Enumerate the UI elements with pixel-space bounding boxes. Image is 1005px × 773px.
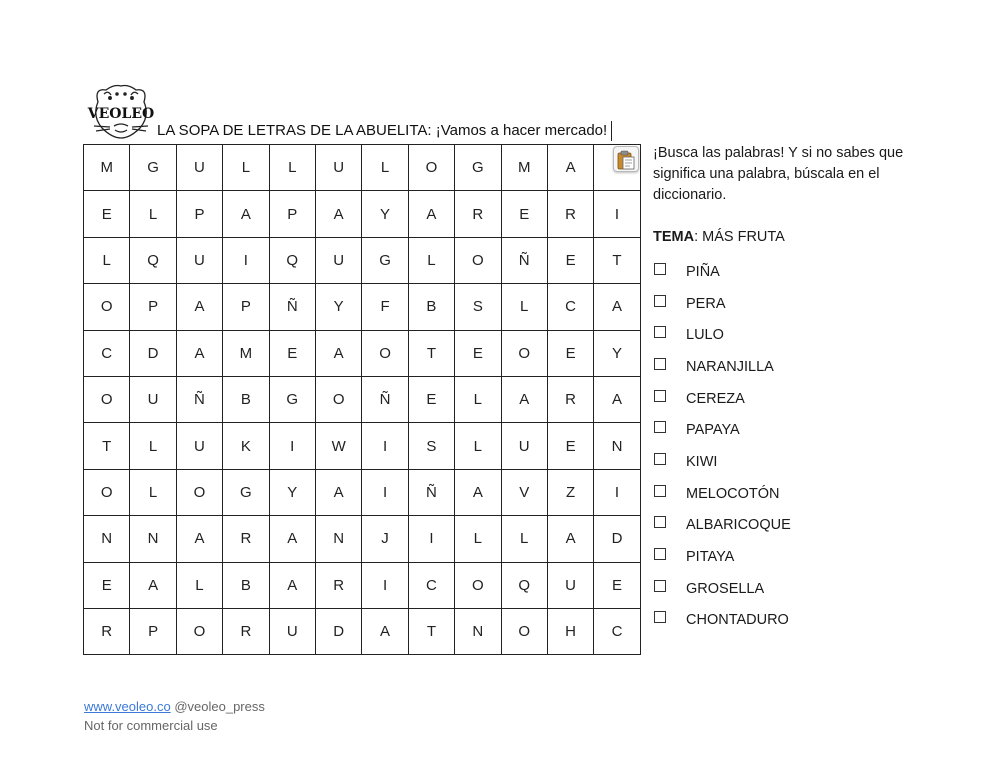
grid-cell: O: [408, 145, 454, 191]
grid-cell: D: [315, 608, 361, 654]
grid-cell: P: [269, 191, 315, 237]
grid-cell: A: [547, 516, 593, 562]
grid-cell: H: [547, 608, 593, 654]
grid-cell: U: [547, 562, 593, 608]
word-list: [654, 256, 791, 636]
grid-cell: Y: [594, 330, 640, 376]
page-title: LA SOPA DE LETRAS DE LA ABUELITA: ¡Vamos a hacer mercado!: [157, 121, 612, 141]
grid-cell: P: [130, 284, 176, 330]
list-item: [654, 351, 791, 383]
grid-cell: B: [223, 376, 269, 422]
grid-cell: D: [130, 330, 176, 376]
grid-cell: O: [501, 330, 547, 376]
list-item: [654, 383, 791, 415]
svg-text:VEOLEO: VEOLEO: [87, 106, 155, 122]
grid-cell: O: [315, 376, 361, 422]
word-checkbox[interactable]: [654, 421, 666, 433]
grid-cell: L: [130, 469, 176, 515]
grid-cell: M: [223, 330, 269, 376]
theme-value: : MÁS FRUTA: [694, 229, 785, 245]
paste-button[interactable]: [613, 146, 639, 172]
grid-row: [84, 376, 641, 422]
grid-cell: R: [223, 608, 269, 654]
list-item: [654, 288, 791, 320]
grid-cell: S: [408, 423, 454, 469]
grid-cell: R: [455, 191, 501, 237]
grid-cell: A: [594, 376, 640, 422]
grid-row: [84, 191, 641, 237]
grid-cell: P: [223, 284, 269, 330]
grid-cell: C: [408, 562, 454, 608]
grid-cell: A: [176, 330, 222, 376]
grid-cell: E: [547, 330, 593, 376]
grid-cell: U: [315, 145, 361, 191]
grid-cell: Q: [501, 562, 547, 608]
grid-cell: I: [362, 562, 408, 608]
grid-cell: S: [455, 284, 501, 330]
grid-cell: E: [84, 191, 130, 237]
grid-row: [84, 330, 641, 376]
grid-cell: G: [130, 145, 176, 191]
grid-cell: O: [84, 376, 130, 422]
word-label: ALBARICOQUE: [686, 517, 791, 534]
grid-cell: O: [501, 608, 547, 654]
grid-cell: R: [547, 376, 593, 422]
grid-cell: O: [455, 562, 501, 608]
grid-cell: C: [547, 284, 593, 330]
veoleo-logo: [84, 82, 158, 142]
grid-cell: U: [315, 237, 361, 283]
grid-cell: B: [408, 284, 454, 330]
theme-heading: [653, 227, 785, 247]
grid-cell: A: [130, 562, 176, 608]
grid-cell: Y: [315, 284, 361, 330]
grid-cell: Y: [269, 469, 315, 515]
grid-row: [84, 562, 641, 608]
word-label: GROSELLA: [686, 580, 765, 597]
word-label: MELOCOTÓN: [686, 485, 780, 502]
grid-cell: A: [362, 608, 408, 654]
grid-cell: R: [84, 608, 130, 654]
grid-cell: M: [501, 145, 547, 191]
word-search-grid: [83, 144, 641, 655]
grid-cell: E: [408, 376, 454, 422]
word-checkbox[interactable]: [654, 485, 666, 497]
social-handle: @veoleo_press: [170, 699, 265, 714]
text-cursor: [611, 121, 612, 141]
instructions: ¡Busca las palabras! Y si no sabes que significa una palabra, búscala en el diccionario.: [653, 145, 904, 203]
word-checkbox[interactable]: [654, 390, 666, 402]
grid-cell: T: [594, 237, 640, 283]
usage-note: Not for commercial use: [84, 718, 218, 733]
grid-cell: L: [130, 191, 176, 237]
grid-cell: P: [130, 608, 176, 654]
grid-cell: E: [501, 191, 547, 237]
grid-cell: A: [223, 191, 269, 237]
grid-row: [84, 145, 641, 191]
grid-cell: L: [130, 423, 176, 469]
website-link[interactable]: www.veoleo.co: [84, 699, 171, 714]
grid-cell: I: [223, 237, 269, 283]
grid-cell: A: [269, 562, 315, 608]
list-item: [654, 446, 791, 478]
grid-cell: U: [501, 423, 547, 469]
grid-cell: L: [362, 145, 408, 191]
grid-cell: A: [594, 284, 640, 330]
footer: [84, 697, 265, 735]
word-label: PAPAYA: [686, 422, 740, 439]
grid-row: [84, 469, 641, 515]
grid-cell: L: [84, 237, 130, 283]
list-item: [654, 319, 791, 351]
grid-cell: B: [223, 562, 269, 608]
grid-row: [84, 237, 641, 283]
grid-cell: L: [501, 516, 547, 562]
list-item: [654, 605, 791, 637]
grid-cell: U: [130, 376, 176, 422]
grid-cell: Q: [269, 237, 315, 283]
grid-cell: L: [455, 516, 501, 562]
logo-wordmark: [84, 82, 158, 142]
grid-cell: L: [455, 376, 501, 422]
grid-cell: N: [84, 516, 130, 562]
grid-cell: Ñ: [501, 237, 547, 283]
grid-cell: Ñ: [176, 376, 222, 422]
grid-cell: I: [594, 191, 640, 237]
grid-cell: R: [315, 562, 361, 608]
list-item: [654, 414, 791, 446]
grid-cell: A: [455, 469, 501, 515]
grid-cell: G: [223, 469, 269, 515]
word-checkbox[interactable]: [654, 358, 666, 370]
grid-cell: V: [501, 469, 547, 515]
word-checkbox[interactable]: [654, 516, 666, 528]
clipboard-paste-icon: [617, 150, 635, 170]
word-label: LULO: [686, 327, 724, 344]
word-label: NARANJILLA: [686, 358, 774, 375]
grid-cell: O: [362, 330, 408, 376]
grid-cell: E: [84, 562, 130, 608]
grid-cell: N: [594, 423, 640, 469]
grid-cell: A: [315, 330, 361, 376]
grid-cell: E: [455, 330, 501, 376]
word-label: PERA: [686, 295, 726, 312]
grid-cell: P: [176, 191, 222, 237]
grid-cell: A: [315, 191, 361, 237]
list-item: [654, 510, 791, 542]
grid-cell: C: [594, 608, 640, 654]
grid-cell: W: [315, 423, 361, 469]
grid-cell: D: [594, 516, 640, 562]
grid-cell: A: [176, 284, 222, 330]
grid-cell: Q: [130, 237, 176, 283]
grid-cell: L: [269, 145, 315, 191]
grid-cell: I: [362, 469, 408, 515]
grid-cell: A: [547, 145, 593, 191]
grid-row: [84, 516, 641, 562]
grid-cell: U: [176, 237, 222, 283]
grid-cell: N: [455, 608, 501, 654]
list-item: [654, 478, 791, 510]
grid-cell: T: [408, 608, 454, 654]
grid-cell: L: [408, 237, 454, 283]
grid-cell: T: [408, 330, 454, 376]
grid-row: [84, 608, 641, 654]
grid-cell: L: [176, 562, 222, 608]
word-checkbox[interactable]: [654, 326, 666, 338]
grid-cell: I: [594, 469, 640, 515]
grid-cell: U: [176, 145, 222, 191]
grid-cell: O: [176, 469, 222, 515]
word-label: PITAYA: [686, 549, 735, 566]
grid-cell: N: [130, 516, 176, 562]
word-checkbox[interactable]: [654, 453, 666, 465]
grid-cell: M: [84, 145, 130, 191]
grid-cell: O: [84, 284, 130, 330]
grid-cell: I: [408, 516, 454, 562]
word-checkbox[interactable]: [654, 263, 666, 275]
grid-cell: Ñ: [269, 284, 315, 330]
grid-cell: L: [223, 145, 269, 191]
grid-row: [84, 284, 641, 330]
grid-cell: N: [315, 516, 361, 562]
grid-cell: O: [84, 469, 130, 515]
grid-cell: K: [223, 423, 269, 469]
grid-cell: R: [547, 191, 593, 237]
word-label: PIÑA: [686, 263, 720, 280]
grid-cell: E: [269, 330, 315, 376]
word-checkbox[interactable]: [654, 295, 666, 307]
grid-cell: C: [84, 330, 130, 376]
grid-cell: L: [501, 284, 547, 330]
grid-cell: A: [176, 516, 222, 562]
grid-cell: Ñ: [408, 469, 454, 515]
grid-cell: O: [176, 608, 222, 654]
grid-cell: A: [269, 516, 315, 562]
word-checkbox[interactable]: [654, 580, 666, 592]
list-item: [654, 573, 791, 605]
grid-cell: Y: [362, 191, 408, 237]
grid-cell: J: [362, 516, 408, 562]
grid-cell: G: [269, 376, 315, 422]
grid-cell: E: [547, 423, 593, 469]
grid-cell: F: [362, 284, 408, 330]
grid-cell: E: [547, 237, 593, 283]
grid-cell: U: [269, 608, 315, 654]
grid-cell: Z: [547, 469, 593, 515]
word-checkbox[interactable]: [654, 611, 666, 623]
grid-cell: R: [223, 516, 269, 562]
grid-cell: O: [455, 237, 501, 283]
word-label: CEREZA: [686, 390, 745, 407]
grid-cell: G: [362, 237, 408, 283]
grid-cell: T: [84, 423, 130, 469]
grid-cell: I: [362, 423, 408, 469]
theme-label: TEMA: [653, 229, 695, 245]
grid-row: [84, 423, 641, 469]
grid-cell: Ñ: [362, 376, 408, 422]
list-item: [654, 256, 791, 288]
grid-cell: E: [594, 562, 640, 608]
list-item: [654, 541, 791, 573]
grid-cell: A: [315, 469, 361, 515]
grid-cell: I: [269, 423, 315, 469]
grid-cell: A: [501, 376, 547, 422]
word-checkbox[interactable]: [654, 548, 666, 560]
grid-cell: L: [455, 423, 501, 469]
grid-cell: G: [455, 145, 501, 191]
grid-cell: A: [408, 191, 454, 237]
grid-cell: U: [176, 423, 222, 469]
word-label: CHONTADURO: [686, 612, 789, 629]
word-label: KIWI: [686, 453, 718, 470]
